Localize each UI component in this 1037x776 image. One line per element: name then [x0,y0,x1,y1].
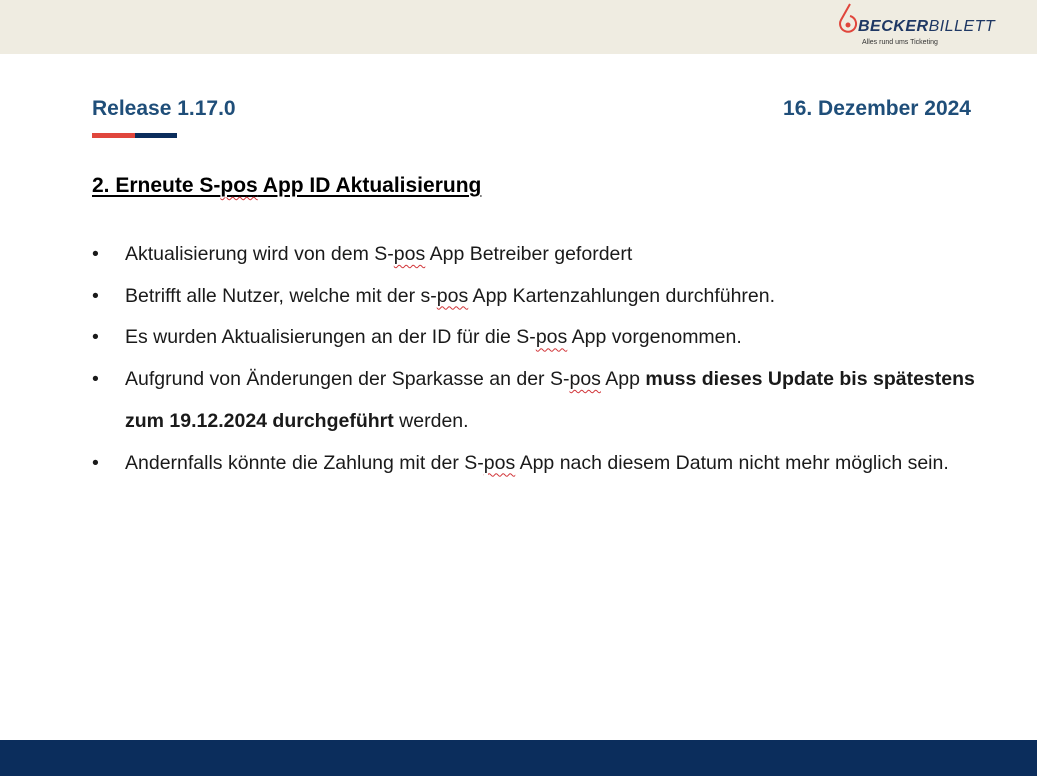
bullet-marked-word: pos [535,326,568,349]
bullet-marked-word: pos [483,451,516,474]
heading-prefix: 2. Erneute S- [92,174,221,197]
logo-wordmark [858,18,995,36]
bullet-icon: • [92,284,99,307]
bullet-list [92,234,982,484]
list-item [92,317,982,359]
heading-marked-word: pos [220,174,258,197]
release-title: Release 1.17.0 [92,97,236,120]
logo-word-rest: BILLETT [928,18,996,35]
bullet-text: Betrifft alle Nutzer, welche mit der s- [125,284,437,307]
top-bar [0,0,1037,54]
accent-red-segment [92,133,135,138]
bullet-text: werden. [393,409,469,432]
accent-navy-segment [135,133,177,138]
release-date: 16. Dezember 2024 [783,97,971,120]
list-item [92,443,982,485]
bullet-marked-word: pos [393,243,426,265]
bullet-text: Aufgrund von Änderungen der Sparkasse an der S- [125,368,570,391]
bullet-text: Es wurden Aktualisierungen an der ID für die S- [125,326,536,349]
list-item [92,234,982,276]
bullet-text: App vorgenommen. [567,326,742,349]
company-logo [836,2,996,52]
bullet-text: App [600,368,646,391]
bullet-text: App nach diesem Datum nicht mehr möglich sein. [515,451,949,474]
bullet-text: App Betreiber gefordert [425,243,633,265]
heading-suffix: App ID Aktualisierung [257,174,482,197]
bullet-icon: • [92,451,99,474]
list-item [92,359,982,442]
footer-bar [0,740,1037,776]
bullet-icon: • [92,326,99,349]
list-item [92,276,982,318]
title-accent-bar [92,133,177,138]
bullet-emphasis: muss dieses Update bis spätestens zum 19.12.2024 durchgeführt [125,368,975,432]
bullet-text: Andernfalls könnte die Zahlung mit der S- [125,451,484,474]
logo-word-bold: BECKER [858,18,929,35]
bullet-marked-word: pos [436,284,469,307]
bullet-text: App Kartenzahlungen durchführen. [468,284,776,307]
logo-tagline: Alles rund ums Ticketing [862,39,938,46]
bullet-icon: • [92,368,99,391]
bullet-marked-word: pos [569,368,601,391]
section-heading [92,174,481,198]
bullet-text: Aktualisierung wird von dem S- [125,243,394,265]
bullet-icon: • [92,243,99,265]
